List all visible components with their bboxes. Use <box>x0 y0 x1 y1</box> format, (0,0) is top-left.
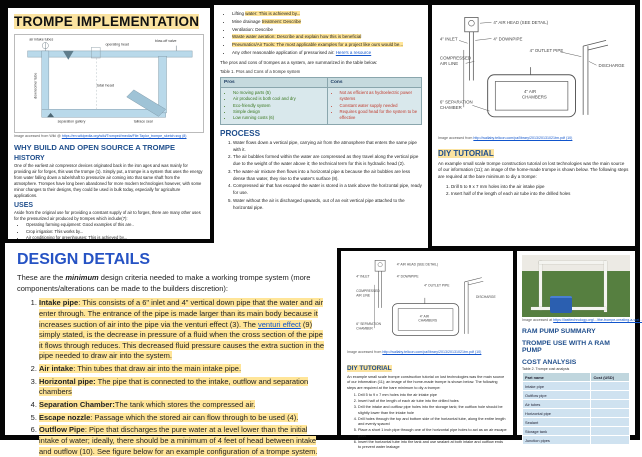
design-criteria-list <box>39 298 325 457</box>
pros-cons-intro: The pros and cons of trompes as a system, are summarized in the table below: <box>220 59 378 65</box>
list-item: 1. Water flows down a vertical pipe, carrying air from the atmosphere that enters the same pipe with it. <box>233 140 422 154</box>
cons-header: Cons <box>327 77 421 87</box>
list-item <box>39 377 325 398</box>
highlighted-text: water: This is achieved by... <box>245 11 301 16</box>
list-item: • No moving parts (5) <box>233 90 324 96</box>
image-caption <box>438 136 629 141</box>
pvc-pipe <box>539 261 542 309</box>
list-item: • Not as efficient as hydroelectric power systems <box>340 90 418 103</box>
label-inlet: 4" INLET <box>439 36 458 42</box>
list-item <box>232 34 422 41</box>
label-compressed-air-line: COMPRESSED <box>356 289 380 294</box>
bullet-text: Mine drainage <box>232 18 262 24</box>
pvc-pipe <box>539 261 606 264</box>
label-tailrace-seal: tailrace seal <box>133 119 153 124</box>
item-label: Horizontal pipe: <box>39 376 96 386</box>
list-item: 5. Place a short 1 inch pipe through one of the horizontal pipe holes to act as an air escape pass <box>358 428 507 439</box>
list-item <box>39 298 325 362</box>
table-row <box>221 87 422 124</box>
item-text: : This consists of a 6" inlet and 4" vertical down pipe that the water and air enter through. The entrance of the pipe is made larger than its main body because it increases suction of air into the pipe via the venturi effect (3). The <box>39 298 324 329</box>
item-label: Outflow Pipe <box>39 425 85 435</box>
list-item <box>39 413 325 424</box>
history-heading: HISTORY <box>14 154 45 162</box>
uses-paragraph: Aside from the original use for providing a constant supply of air to forges, there are many other uses for the pressurized air produced by trompes which include(7): <box>14 210 201 222</box>
list-item: 2. Insert half of the length of each air tube into the drilled holes <box>358 399 507 405</box>
table-row <box>523 418 630 427</box>
pvc-pipe <box>604 261 607 312</box>
item-label: Intake pipe <box>39 298 79 308</box>
part-cell: Horizontal pipe <box>523 409 591 418</box>
label-outlet-pipe: 4" OUTLET PIPE <box>529 47 564 53</box>
list-item: 2. The air bubbles formed within the water are compressed as they travel along the vertical pipe due to the weight of the water above it; the technical term for this is hydraulic head (2). <box>233 154 422 168</box>
applications-list <box>232 11 422 57</box>
item-label: Separation Chamber: <box>39 400 115 410</box>
part-cell: Air tubes <box>523 400 591 409</box>
panel-applications-process <box>214 5 428 248</box>
item-label: Air intake <box>39 364 74 374</box>
list-item: 2. Insert half of the length of each air tube into the drilled holes <box>451 191 629 198</box>
list-item: • Eco-friendly system <box>233 103 324 109</box>
cost-analysis-heading: COST ANALYSIS <box>522 358 577 366</box>
caption-prefix: Image accessed from Wiki @ <box>14 134 62 138</box>
cons-cell <box>327 87 421 124</box>
cost-cell <box>591 427 630 436</box>
process-heading: PROCESS <box>220 128 261 138</box>
image-caption <box>522 318 642 323</box>
trompe-sketch-svg <box>15 35 203 127</box>
blue-barrel <box>550 296 572 313</box>
diy-steps-list <box>358 393 507 451</box>
list-item: • Constant water supply needed <box>340 103 418 109</box>
cost-analysis-table <box>522 372 630 445</box>
intro-text: design criteria needed to make a working trompe system (more components/alterations can be made to the builders discretion): <box>17 273 311 293</box>
list-item: 4. Compressed air that has escaped the water is stored in a tank above the horizontal pipe, ready for use. <box>233 183 422 197</box>
label-operating-head: operating head <box>105 42 129 47</box>
highlighted-text: Pneumatics/Air Tools: The most applicable examples for a project like ours would be... <box>232 42 404 47</box>
label-air-chambers: 4" AIR <box>523 88 537 94</box>
trompe-technical-diagram-small <box>347 256 507 349</box>
part-cell: Storage tank <box>523 427 591 436</box>
why-build-heading: WHY BUILD AND OPEN SOURCE A TROMPE <box>14 142 176 152</box>
part-cell: Sealant <box>523 418 591 427</box>
diagram-source-link[interactable]: http://wallaby.telicon.com/pa/library/2013/20131021tm.pdf (10) <box>473 136 573 140</box>
list-item: 4. Drill holes through the top and bottom side of the horizontal tube, along the entire length and evenly spaced <box>358 417 507 428</box>
design-details-heading: DESIGN DETAILS <box>17 251 151 268</box>
home-made-trompe-photo <box>522 255 630 317</box>
table-header-row <box>221 77 422 87</box>
resource-link[interactable]: Here's a resource <box>335 49 372 55</box>
venturi-effect-link[interactable]: venturi effect <box>258 319 301 329</box>
list-item: 3. Drill the intake and outflow pipe holes into the storage tank; the outflow hole should be slightly lower than the intake hole <box>358 405 507 416</box>
photo-source-link[interactable]: https://lasttechnology.org/.../the-trompe-creating-a-wat... <box>553 318 642 322</box>
label-separation-gallery: separation gallery <box>57 119 86 124</box>
list-item <box>39 400 325 411</box>
trompe-plan-svg-small <box>347 256 507 344</box>
item-text: (9) simply stated, is the decrease in pressure of a fluid when the cross section of the pipe it flows through reduces. This decreased fluid pressure causes the extra suction in the pipe needed to draw air into the system. <box>39 319 325 361</box>
item-label: Escape nozzle <box>39 412 91 422</box>
intro-emphasis: minimum <box>65 273 99 282</box>
diy-tutorial-heading: DIY TUTORIAL <box>347 364 392 372</box>
highlighted-text: treatment: Describe <box>261 18 302 24</box>
cost-cell <box>591 382 630 391</box>
part-cell: Outflow pipe <box>523 391 591 400</box>
list-item <box>39 425 325 457</box>
list-item <box>232 11 422 18</box>
cost-cell <box>591 436 630 445</box>
list-item: • Low running costs (6) <box>233 115 324 121</box>
cost-header: Cost (USD) <box>591 373 630 382</box>
bullet-text: Any other reasonable application of pressurised air: <box>232 49 336 55</box>
label-air-chambers-2: CHAMBERS <box>522 94 547 100</box>
trompe-ram-pump-heading: TROMPE USE WITH A RAM PUMP <box>522 339 610 354</box>
cost-cell <box>591 409 630 418</box>
panel-ram-pump-cost <box>517 251 642 443</box>
list-item: • Operating farming equipment: Good examples of this are.. <box>26 222 204 228</box>
label-discharge: DISCHARGE <box>598 63 625 69</box>
caption-prefix: Image accessed from <box>438 136 474 140</box>
label-compressed-air-line: COMPRESSED <box>439 55 472 61</box>
list-item: 3. The water-air mixture then flows into a horizontal pipe & because the air bubbles are less dense than water, they rise to the water's surface (8). <box>233 169 422 183</box>
uses-list <box>26 222 204 240</box>
history-paragraph: One of the earliest air compressor devices originated back in the iron ages and was mainly for providing air for forges, this was the trompe (1). Simply put, a trompe is a system that uses the energy from water falling down a tube/shaft to pressurize air coming into that same shaft from the atmosphere. Trompes have long been abandoned for more modern technologies however, with some minor changes to their designs, they could be used in bulk today, especially for agriculture applications. <box>14 162 203 199</box>
label-separation-chamber-2: CHAMBER <box>439 105 462 111</box>
bullet-text: Lifting <box>232 11 246 16</box>
list-item <box>39 364 325 375</box>
list-item: 1. Drill 5 to 9 x 7 mm holes into the air intake pipe <box>451 184 629 191</box>
label-air-chambers-2: CHAMBERS <box>418 318 438 323</box>
trompe-plan-svg <box>438 10 629 130</box>
table2-caption: Table 2. Trompe cost analysis <box>522 366 570 371</box>
list-item <box>232 50 422 57</box>
pros-cell <box>221 87 328 124</box>
part-cell: Junction pipes <box>523 436 591 445</box>
cost-cell <box>591 391 630 400</box>
label-separation-chamber: 6" SEPARATION <box>356 322 381 327</box>
label-outlet-pipe: 4" OUTLET PIPE <box>424 283 450 288</box>
list-item: • Air produced is both cool and dry <box>233 96 324 102</box>
item-text: : Thin tubes that draw air into the main intake pipe. <box>73 364 242 374</box>
panel-diagram-diy <box>432 5 635 246</box>
highlighted-text: Waste water aeration: Describe and explain how this is beneficial <box>232 34 362 40</box>
list-item: • Requires good head for the system to be effective <box>340 109 418 122</box>
list-item <box>232 42 422 49</box>
table-header-row <box>523 373 630 382</box>
table-row <box>523 400 630 409</box>
intro-text: These are the <box>17 273 66 282</box>
list-item: 6. Insert the horizontal tube into the tank and use sealant at both intake and outflow ends to prevent water leakage <box>358 440 507 451</box>
table-row <box>523 427 630 436</box>
wiki-image-link[interactable]: https://en.wikipedia.org/wiki/Trompe#/media/File:Taylor_trompe_sketch.svg (8) <box>61 134 187 138</box>
caption-prefix: Image accessed from <box>347 350 383 354</box>
diy-steps-list <box>451 184 629 198</box>
label-inlet: 4" INLET <box>356 274 370 279</box>
table-row <box>523 391 630 400</box>
label-downcomer-tube: downcomer tube <box>33 72 38 99</box>
panel-diy-tutorial-full <box>341 251 513 450</box>
ram-pump-summary-heading: RAM PUMP SUMMARY <box>522 327 596 335</box>
uses-heading: USES <box>14 202 34 210</box>
label-blow-off-valve: blow-off valve <box>155 39 177 44</box>
list-item: • Crop irrigation: This works by... <box>26 229 204 235</box>
table-row <box>523 382 630 391</box>
list-item: 5. Water without the air is discharged upwards, out of an exit vertical pipe attached to the horizontal pipe. <box>233 198 422 212</box>
label-air-head: 4" AIR HEAD (SEE DETAIL) <box>396 262 438 267</box>
design-intro <box>17 273 325 294</box>
label-total-head: total head <box>96 82 115 88</box>
caption-prefix: Image accessed at <box>522 318 554 322</box>
label-discharge: DISCHARGE <box>476 294 496 299</box>
label-air-head: 4" AIR HEAD (SEE DETAIL) <box>493 20 549 26</box>
label-compressed-air-line-2: AIR LINE <box>356 293 371 298</box>
diy-tutorial-heading: DIY TUTORIAL <box>438 148 494 158</box>
label-downpipe: 4" DOWNPIPE <box>396 274 419 279</box>
list-item: 1. Drill 5 to 9 x 7 mm holes into the air intake pipe <box>358 393 507 399</box>
list-item <box>232 19 422 26</box>
diy-intro: An example small scale trompe construction tutorial on lost technologies was the main source of our information (11); an image of the home-made trompe is shown below. The following steps are required at the bare minimum to diy a trompe: <box>347 374 505 390</box>
label-air-intake-tubes: air intake tubes <box>29 37 54 42</box>
image-caption <box>347 350 507 355</box>
item-text: The pipe that is connected to the intake, outflow and separation chambers <box>39 376 309 397</box>
label-air-chambers: 4" AIR <box>419 314 430 319</box>
list-item: • Air conditioning for greenhouses: This is achieved by... <box>26 235 204 241</box>
page-title: TROMPE IMPLEMENTATION <box>14 14 200 29</box>
list-item: • Ventilation: Describe <box>232 27 422 34</box>
list-item: • Simple design <box>233 109 324 115</box>
part-name-header: Part name <box>523 373 591 382</box>
pros-header: Pros <box>221 77 328 87</box>
panel-trompe-implementation <box>8 8 210 239</box>
panel-design-details <box>5 243 337 456</box>
pros-list <box>233 90 324 122</box>
diagram-source-link[interactable]: http://wallaby.telicon.com/pa/library/2013/20131021tm.pdf (10) <box>382 350 482 354</box>
diy-intro: An example small scale trompe construction tutorial on lost technologies was the main source of our information (11); an image of the home-made trompe is shown below. The following steps are required at the bare minimum to diy a trompe: <box>438 160 629 180</box>
label-compressed-air-line-2: AIR LINE <box>439 61 459 67</box>
part-cell: Intake pipe <box>523 382 591 391</box>
table-row <box>523 436 630 445</box>
trompe-technical-diagram <box>438 10 629 135</box>
item-text: : Passage which the stored air can flow through to be used (4). <box>90 412 299 422</box>
process-list <box>233 140 422 212</box>
cost-cell <box>591 418 630 427</box>
cost-cell <box>591 400 630 409</box>
label-separation-chamber: 6" SEPARATION <box>439 99 473 105</box>
label-downpipe: 4" DOWNPIPE <box>493 36 523 42</box>
trompe-cross-section-diagram <box>14 34 204 133</box>
cons-list <box>340 90 418 122</box>
pros-cons-table <box>220 77 422 125</box>
table1-caption: Table 1. Pros and Cons of a trompe system <box>220 69 301 75</box>
image-caption <box>14 134 204 139</box>
table-row <box>523 409 630 418</box>
item-text: : Pipe that discharges the pure water at a level lower than the initial intake of water; ideally, there should be a minimum of 4 feet of head between intake and outflow (10). See figure below for an example configuration of a trompe system. <box>39 425 318 456</box>
item-text: The tank which stores the compressed air. <box>114 400 256 410</box>
label-separation-chamber-2: CHAMBER <box>356 326 373 331</box>
